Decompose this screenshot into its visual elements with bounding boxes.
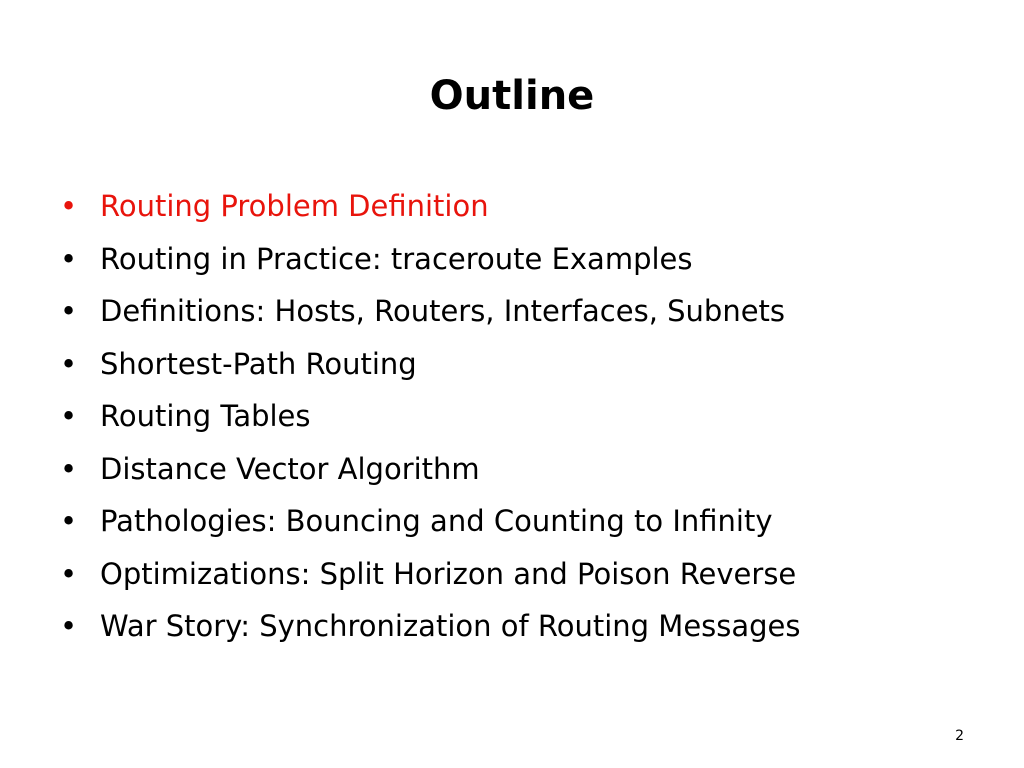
outline-item (58, 338, 801, 391)
outline-item (58, 548, 801, 601)
outline-list (58, 180, 801, 653)
outline-item (58, 285, 801, 338)
outline-item-text: Optimizations: Split Horizon and Poison Reverse (100, 556, 797, 591)
page-number: 2 (955, 728, 964, 744)
outline-item-text: War Story: Synchronization of Routing Messages (100, 609, 801, 643)
bullet-icon: • (60, 241, 78, 276)
bullet-icon: • (60, 451, 78, 486)
outline-item-text: Routing in Practice: traceroute Examples (100, 241, 693, 276)
bullet-icon: • (60, 609, 78, 643)
slide-title: Outline (429, 73, 595, 119)
outline-item-text: Pathologies: Bouncing and Counting to Infinity (100, 504, 773, 538)
outline-item (58, 180, 801, 233)
bullet-icon: • (60, 399, 78, 433)
outline-item-text: Distance Vector Algorithm (100, 451, 480, 486)
outline-item-text: Routing Problem Definition (100, 189, 489, 223)
outline-item (58, 443, 801, 496)
bullet-icon: • (60, 504, 78, 538)
outline-item (58, 233, 801, 286)
outline-item-text: Routing Tables (100, 399, 311, 433)
bullet-icon: • (60, 189, 78, 223)
outline-item-text: Shortest-Path Routing (100, 346, 417, 381)
outline-item (58, 495, 801, 548)
outline-item (58, 390, 801, 443)
outline-item (58, 600, 801, 653)
bullet-icon: • (60, 294, 78, 328)
bullet-icon: • (60, 346, 78, 381)
bullet-icon: • (60, 556, 78, 591)
outline-item-text: Definitions: Hosts, Routers, Interfaces, Subnets (100, 294, 786, 328)
